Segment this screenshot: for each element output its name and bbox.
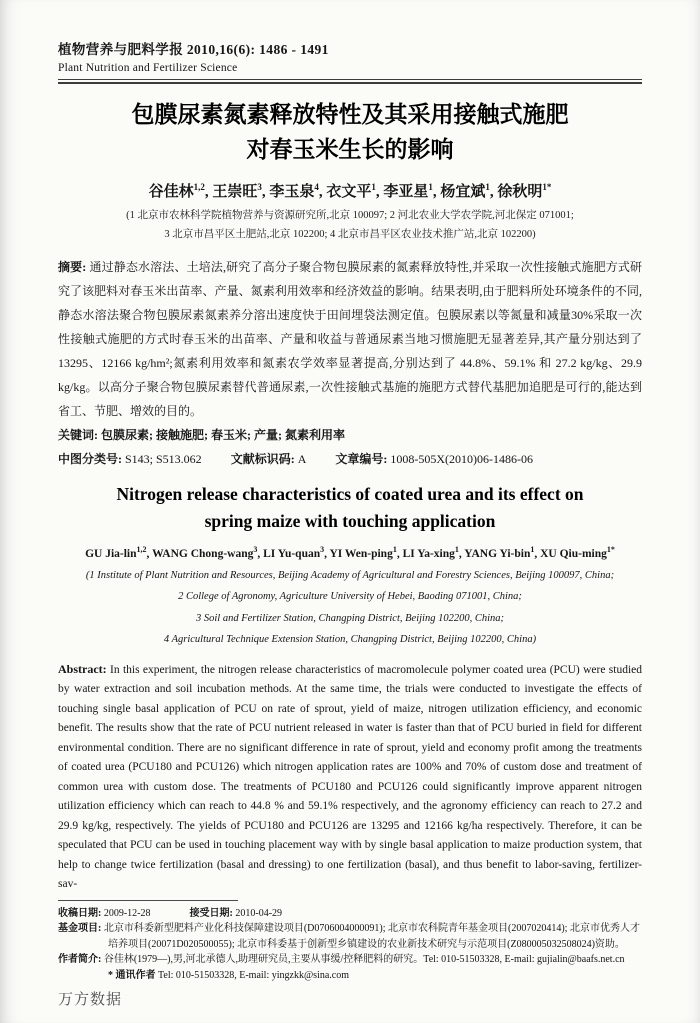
article-id-label: 文章编号: <box>335 451 388 466</box>
author-superscript: 1* <box>606 544 615 554</box>
dates-line <box>58 906 642 922</box>
affiliation-en-line4: 4 Agricultural Technique Extension Station, Changping District, Beijing 102200, China) <box>163 634 537 646</box>
classification-line <box>58 447 642 471</box>
author-name: WANG Chong-wang <box>152 547 254 560</box>
author-cn <box>326 181 383 200</box>
author-cn <box>497 181 552 200</box>
author-en <box>540 544 615 560</box>
author-name: 李玉泉 <box>269 183 315 200</box>
author-en <box>263 544 329 560</box>
abstract-cn <box>58 255 642 423</box>
journal-header <box>58 38 642 84</box>
article-title-cn <box>58 98 642 168</box>
doc-code-group <box>231 452 307 466</box>
clc-label: 中图分类号: <box>58 451 122 466</box>
fund-text: 北京市科委新型肥料产业化科技保障建设项目(D0706004000091); 北京市农科院青年基金项目(2007020414); 北京市优秀人才培养项目(20071D020500055); 北京市科委基于创新型乡镇建设的农业新技术研究与示范项目(Z080005032508024)资助。 <box>103 923 640 950</box>
author-en <box>329 544 402 560</box>
author-superscript: 1,2 <box>193 181 205 192</box>
doc-code-value: A <box>297 451 307 466</box>
keywords-cn-text: 包膜尿素; 接触施肥; 春玉米; 产量; 氮素利用率 <box>101 427 345 442</box>
keywords-cn-label: 关键词: <box>58 427 98 442</box>
author-superscript: 3 <box>320 544 325 554</box>
affiliations-cn <box>58 207 642 245</box>
author-superscript: 1 <box>530 544 535 554</box>
author-en <box>152 544 263 560</box>
received-date-label: 收稿日期: <box>58 907 102 919</box>
article-title-cn-line1: 包膜尿素氮素释放特性及其采用接触式施肥 <box>131 102 569 127</box>
affiliation-cn-line1: (1 北京市农林科学院植物营养与资源研究所,北京 100097; 2 河北农业大学农学院,河北保定 071001; <box>126 209 574 221</box>
abstract-cn-label: 摘要: <box>58 259 87 274</box>
author-name: 谷佳林 <box>148 183 194 200</box>
authors-en <box>58 545 642 560</box>
corresponding-author-text: Tel: 010-51503328, E-mail: yingzkk@sina.com <box>158 969 349 981</box>
corresponding-author-label: * 通讯作者 <box>108 969 156 981</box>
author-superscript: 1 <box>485 181 490 192</box>
author-bio-text: 谷佳林(1979—),男,河北承德人,助理研究员,主要从事缓/控释肥料的研究。Tel: 010-51503328, E-mail: gujialin@baafs.net.cn <box>103 954 625 966</box>
author-superscript: 1 <box>371 181 376 192</box>
fund-line <box>58 921 642 952</box>
author-cn <box>212 181 269 200</box>
author-name: YANG Yi-bin <box>464 547 531 560</box>
authors-cn <box>58 180 642 201</box>
affiliation-en-line3: 3 Soil and Fertilizer Station, Changping District, Beijing 102200, China; <box>196 612 504 624</box>
author-superscript: 1 <box>428 181 433 192</box>
article-title-en <box>58 481 642 535</box>
article-id-value: 1008-505X(2010)06-1486-06 <box>390 451 534 466</box>
author-name: GU Jia-lin <box>85 547 137 560</box>
journal-title-en: Plant Nutrition and Fertilizer Science <box>58 62 238 74</box>
received-date-value: 2009-12-28 <box>103 907 151 919</box>
wanfang-watermark: 万方数据 <box>58 991 123 1008</box>
affiliation-cn-line2: 3 北京市昌平区土肥站,北京 102200; 4 北京市昌平区农业技术推广站,北京 102200) <box>164 228 536 240</box>
abstract-cn-text: 通过静态水溶法、土培法,研究了高分子聚合物包膜尿素的氮素释放特性,并采取一次性接触式施肥方式研究了该肥料对春玉米出苗率、产量、氮素利用效率和经济效益的影响。结果表明,由于肥料所处环境条件的不同,静态水溶法聚合物包膜尿素氮素养分溶出速度快于田间埋袋法测定值。包膜尿素以等氮量和减量30%采取一次性接触式施肥的方式时春玉米的出苗率、产量和收益与普通尿素当地习惯施肥无显著差异,其产量分别达到了13295、12166 kg/hm²;氮素利用效率和氮素农学效率显著提高,分别达到了 44.8%、59.1% 和 27.2 kg/kg、29.9 kg/kg。以高分子聚合物包膜尿素替代普通尿素,一次性接触式基施的施肥方式替代基肥加追肥是可行的,能达到省工、节肥、增效的目的。 <box>58 259 643 418</box>
author-bio-line <box>58 952 642 968</box>
author-en <box>402 544 465 560</box>
accepted-date-value: 2010-04-29 <box>235 907 283 919</box>
footnote-separator <box>58 900 238 901</box>
article-title-en-line1: Nitrogen release characteristics of coated urea and its effect on <box>116 483 584 504</box>
abstract-en-text: In this experiment, the nitrogen release characteristics of macromolecule polymer coated urea (PCU) were studied by water extraction and soil incubation methods. At the same time, the trials were conducted to investigate the effects of touching single basal application of PCU on rate of sprout, yield of maize, nitrogen utilization efficiency, and economic benefit. The results show that the rate of PCU nutrient released in water is faster than that of PCU buried in field for different environmental condition. There are no significant difference in rate of sprout, yield and economy profit among the treatments of coated urea (PCU180 and PCU126) which nitrogen application rates are 100% and 70% of custom dose and treatment of common urea with custom dose. The treatments of PCU180 and PCU126 could significantly improve apparent nitrogen utilization efficiency which can reach to 44.8 % and 59.1% respectively, and the agronomy efficiency can reach to 27.2 and 29.9 kg/kg, respectively. The yields of PCU180 and PCU126 are 13295 and 12166 kg/ha respectively. Therefore, it can be speculated that PCU can be used in touching placement way with by single basal application to maize production system, that help to change twice fertilization (basal and dressing) to one fertilization (basal), and thus benefit to labor-saving, fertilizer-sav- <box>58 663 643 891</box>
author-name: 李亚星 <box>383 183 429 200</box>
doc-code-label: 文献标识码: <box>230 451 295 466</box>
author-name: 杨宜斌 <box>440 183 486 200</box>
journal-title-cn: 植物营养与肥料学报 2010,16(6): 1486 - 1491 <box>58 42 329 57</box>
article-title-cn-line2: 对春玉米生长的影响 <box>246 136 454 162</box>
fund-label: 基金项目: <box>58 923 102 935</box>
author-name: LI Ya-xing <box>402 547 455 560</box>
author-name: LI Yu-quan <box>263 547 321 560</box>
author-name: XU Qiu-ming <box>540 547 607 560</box>
author-name: 徐秋明 <box>497 183 543 200</box>
author-cn <box>269 181 326 200</box>
header-rule <box>58 79 642 84</box>
author-superscript: 1,2 <box>136 544 147 554</box>
clc-group <box>58 452 202 466</box>
keywords-cn <box>58 423 642 447</box>
abstract-en-label: Abstract: <box>58 661 107 676</box>
author-en <box>85 544 152 560</box>
author-cn <box>148 181 213 200</box>
clc-value: S143; S513.062 <box>125 451 202 466</box>
article-title-en-line2: spring maize with touching application <box>204 510 496 531</box>
author-name: 王崇旺 <box>212 183 258 200</box>
author-superscript: 3 <box>253 544 258 554</box>
author-superscript: 1 <box>454 544 459 554</box>
footnotes <box>58 906 642 984</box>
author-cn <box>440 181 497 200</box>
author-en <box>464 544 540 560</box>
author-name: 衣文平 <box>326 183 372 200</box>
affiliations-en <box>58 565 642 651</box>
author-superscript: 1* <box>542 181 552 192</box>
article-id-group <box>335 452 533 466</box>
abstract-en <box>58 660 642 895</box>
author-name: YI Wen-ping <box>329 547 393 560</box>
author-superscript: 1 <box>392 544 397 554</box>
accepted-date-label: 接受日期: <box>189 907 233 919</box>
affiliation-en-line1: (1 Institute of Plant Nutrition and Resources, Beijing Academy of Agricultural and Forestry Sciences, Beijing 100097, China; <box>85 569 615 581</box>
author-cn <box>383 181 440 200</box>
corresponding-author-line <box>58 968 642 984</box>
author-superscript: 4 <box>314 181 319 192</box>
author-superscript: 3 <box>257 181 262 192</box>
author-bio-label: 作者简介: <box>58 954 102 966</box>
affiliation-en-line2: 2 College of Agronomy, Agriculture University of Hebei, Baoding 071001, China; <box>178 591 522 603</box>
